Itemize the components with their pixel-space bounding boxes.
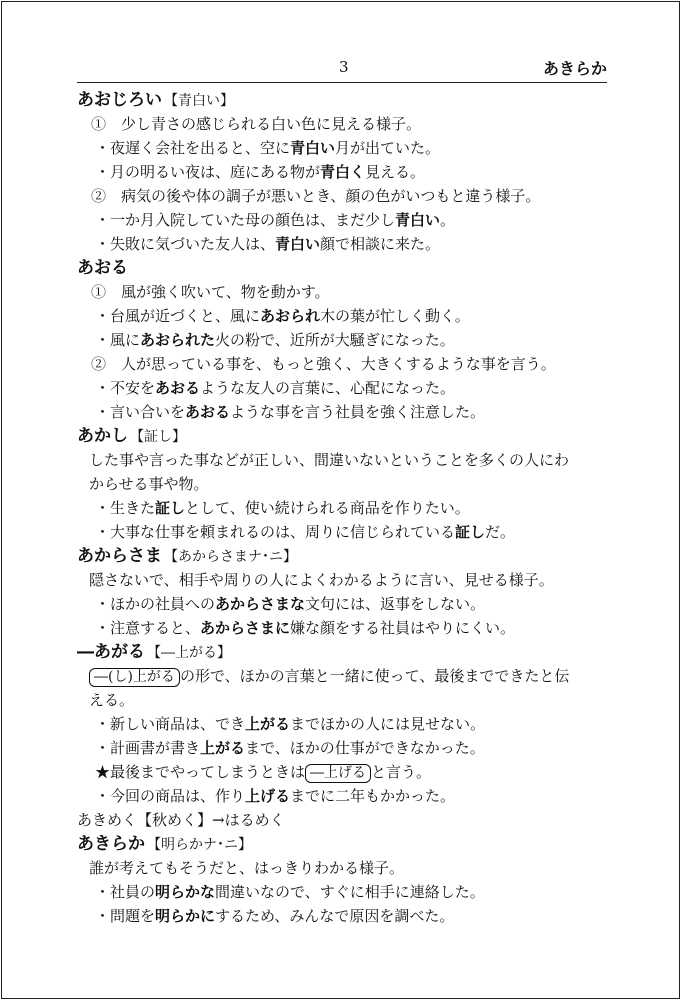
dictionary-content (77, 88, 612, 928)
sense-line: ① 少し青さの感じられる白い色に見える様子。 (91, 115, 422, 133)
headword: あおじろい (77, 90, 162, 110)
example-line: ・風にあおられた火の粉で、近所が大騒ぎになった。 (95, 331, 455, 349)
definition-line: ―(し)上がる の形で、ほかの言葉と一緒に使って、最後までできたと伝 (77, 664, 612, 688)
entry-headword-line (77, 424, 612, 448)
example-line: ・社員の明らかな間違いなので、すぐに相手に連絡した。 (95, 883, 485, 901)
example-line: ・計画書が書き上がるまで、ほかの仕事ができなかった。 (95, 739, 485, 757)
running-head: あきらか (542, 59, 607, 78)
example-line: ・不安をあおるような友人の言葉に、心配になった。 (95, 379, 456, 397)
pattern-box: ―上げる (305, 764, 371, 783)
definition-line: した事や言った事などが正しい、間違いないということを多くの人にわ (89, 451, 570, 469)
headword-kanji: 【―上がる】 (147, 645, 231, 661)
headword: あおる (77, 258, 128, 278)
sense-line: ① 風が強く吹いて、物を動かす。 (91, 283, 330, 301)
example-line: ・月の明るい夜は、庭にある物が青白く見える。 (95, 163, 426, 181)
example-line: ・問題を明らかにするため、みんなで原因を調べた。 (95, 907, 455, 925)
sense-line: ② 病気の後や体の調子が悪いとき、顔の色がいつもと違う様子。 (91, 187, 541, 205)
sense-line: ② 人が思っている事を、もっと強く、大きくするような事を言う。 (91, 355, 556, 373)
example-line: ・夜遅く会社を出ると、空に青白い月が出ていた。 (95, 139, 441, 157)
page-header (77, 56, 607, 83)
definition-line: 誰が考えてもそうだと、はっきりわかる様子。 (89, 859, 405, 877)
pattern-box: ―(し)上がる (89, 668, 180, 687)
page-number: 3 (339, 58, 349, 76)
example-line: ・失敗に気づいた友人は、青白い顔で相談に来た。 (95, 235, 441, 253)
example-line: ・言い合いをあおるような事を言う社員を強く注意した。 (95, 403, 486, 421)
entry-headword-line (77, 640, 612, 664)
headword-kanji: 【明らかナ･ニ】 (147, 837, 252, 853)
example-line: ・新しい商品は、でき上がるまでほかの人には見せない。 (95, 715, 486, 733)
example-line: ・ほかの社員へのあからさまな文句には、返事をしない。 (95, 595, 486, 613)
example-line: ・生きた証しとして、使い続けられる商品を作りたい。 (95, 499, 470, 517)
definition-line: える。 (89, 691, 135, 709)
headword: ―あがる (77, 642, 145, 662)
headword: あかし (77, 426, 128, 446)
definition-line: からせる事や物。 (89, 475, 209, 493)
entry-headword-line (77, 88, 612, 112)
headword: あきらか (77, 834, 145, 854)
note-line: ★最後までやってしまうときは ―上げる と言う。 (95, 763, 432, 781)
example-line: ・注意すると、あからさまに嫌な顔をする社員はやりにくい。 (95, 619, 516, 637)
example-line: ・一か月入院していた母の顔色は、まだ少し青白い。 (95, 211, 456, 229)
headword-kanji: 【青白い】 (164, 93, 234, 109)
entry-headword-line (77, 256, 612, 280)
entry-headword-line (77, 544, 612, 568)
definition-line: 隠さないで、相手や周りの人によくわかるように言い、見せる様子。 (89, 571, 554, 589)
example-line: ・大事な仕事を頼まれるのは、周りに信じられている証しだ。 (95, 523, 516, 541)
example-line: ・台風が近づくと、風にあおられ木の葉が忙しく動く。 (95, 307, 470, 325)
entry-headword-line (77, 832, 612, 856)
example-line: ・今回の商品は、作り上げるまでに二年もかかった。 (95, 787, 456, 805)
headword-kanji: 【あからさまナ･ニ】 (164, 549, 297, 565)
headword: あからさま (77, 546, 162, 566)
cross-reference-line: あきめく【秋めく】→はるめく (77, 811, 285, 829)
headword-kanji: 【証し】 (130, 429, 186, 445)
